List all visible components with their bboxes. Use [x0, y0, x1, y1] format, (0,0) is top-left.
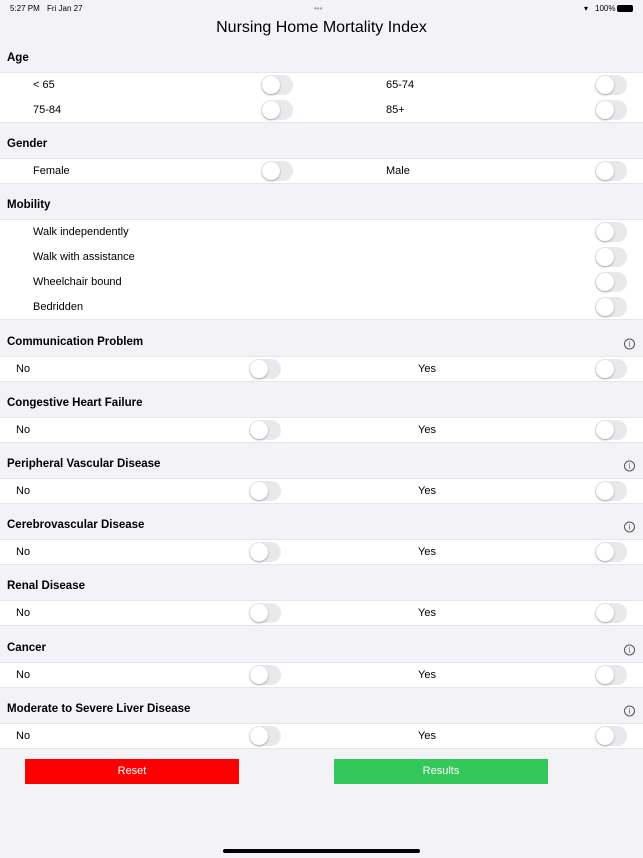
section-congestive-heart-failure: [0, 417, 643, 443]
reset-button[interactable]: Reset: [25, 759, 239, 784]
option-label: No: [16, 545, 31, 558]
option-label: No: [16, 423, 31, 436]
option-label: No: [16, 668, 31, 681]
info-icon[interactable]: i: [624, 706, 635, 717]
section-header-moderate-to-severe-liver-disease: Moderate to Severe Liver Disease: [7, 703, 191, 715]
toggle-switch[interactable]: [261, 161, 293, 181]
section-renal-disease: [0, 600, 643, 626]
option-label: Female: [33, 164, 70, 177]
toggle-switch[interactable]: [249, 603, 281, 623]
section-header-communication-problem: Communication Problem: [7, 336, 144, 348]
toggle-switch[interactable]: [249, 359, 281, 379]
option-label: Yes: [418, 606, 436, 619]
option-label: Yes: [418, 423, 436, 436]
option-label: Yes: [418, 668, 436, 681]
toggle-switch[interactable]: [249, 665, 281, 685]
info-icon[interactable]: i: [624, 522, 635, 533]
section-age: [0, 72, 643, 123]
toggle-switch[interactable]: [595, 359, 627, 379]
multitask-dots[interactable]: •••: [314, 4, 323, 13]
status-time: 5:27 PM: [10, 4, 40, 13]
info-icon[interactable]: i: [624, 461, 635, 472]
toggle-switch[interactable]: [595, 75, 627, 95]
section-header-peripheral-vascular-disease: Peripheral Vascular Disease: [7, 458, 161, 470]
section-communication-problem: [0, 356, 643, 382]
toggle-switch[interactable]: [595, 665, 627, 685]
section-header-cancer: Cancer: [7, 642, 46, 654]
toggle-switch[interactable]: [595, 481, 627, 501]
toggle-switch[interactable]: [261, 100, 293, 120]
section-header-age: Age: [7, 52, 29, 64]
section-header-congestive-heart-failure: Congestive Heart Failure: [7, 397, 143, 409]
toggle-switch[interactable]: [249, 726, 281, 746]
section-header-cerebrovascular-disease: Cerebrovascular Disease: [7, 519, 145, 531]
toggle-switch[interactable]: [595, 603, 627, 623]
battery-icon: [617, 5, 633, 12]
page-title: Nursing Home Mortality Index: [216, 19, 427, 36]
toggle-switch[interactable]: [249, 481, 281, 501]
toggle-switch[interactable]: [595, 161, 627, 181]
option-label: Bedridden: [33, 300, 84, 313]
section-header-gender: Gender: [7, 138, 48, 150]
toggle-switch[interactable]: [595, 100, 627, 120]
results-button[interactable]: Results: [334, 759, 548, 784]
option-label: Yes: [418, 729, 436, 742]
section-cerebrovascular-disease: [0, 539, 643, 565]
toggle-switch[interactable]: [249, 420, 281, 440]
option-label: Wheelchair bound: [33, 275, 122, 288]
section-peripheral-vascular-disease: [0, 478, 643, 504]
toggle-switch[interactable]: [595, 542, 627, 562]
toggle-switch[interactable]: [595, 420, 627, 440]
option-label: Yes: [418, 545, 436, 558]
toggle-switch[interactable]: [595, 297, 627, 317]
toggle-switch[interactable]: [595, 272, 627, 292]
option-label: 85+: [386, 103, 405, 116]
toggle-switch[interactable]: [261, 75, 293, 95]
toggle-switch[interactable]: [595, 222, 627, 242]
section-cancer: [0, 662, 643, 688]
option-label: Walk with assistance: [33, 250, 135, 263]
option-label: Male: [386, 164, 410, 177]
option-label: Yes: [418, 484, 436, 497]
battery-percent: 100%: [595, 4, 616, 13]
home-indicator[interactable]: [223, 849, 420, 853]
option-label: < 65: [33, 78, 55, 91]
section-header-renal-disease: Renal Disease: [7, 580, 85, 592]
section-header-mobility: Mobility: [7, 199, 51, 211]
section-moderate-to-severe-liver-disease: [0, 723, 643, 749]
option-label: No: [16, 484, 31, 497]
wifi-icon: ▾: [584, 4, 589, 13]
option-label: Walk independently: [33, 225, 129, 238]
info-icon[interactable]: i: [624, 645, 635, 656]
toggle-switch[interactable]: [595, 726, 627, 746]
section-gender: [0, 158, 643, 184]
option-label: 65-74: [386, 78, 415, 91]
info-icon[interactable]: i: [624, 339, 635, 350]
option-label: 75-84: [33, 103, 62, 116]
option-label: No: [16, 729, 31, 742]
toggle-switch[interactable]: [249, 542, 281, 562]
status-date: Fri Jan 27: [47, 4, 83, 13]
option-label: No: [16, 606, 31, 619]
option-label: Yes: [418, 362, 436, 375]
toggle-switch[interactable]: [595, 247, 627, 267]
option-label: No: [16, 362, 31, 375]
